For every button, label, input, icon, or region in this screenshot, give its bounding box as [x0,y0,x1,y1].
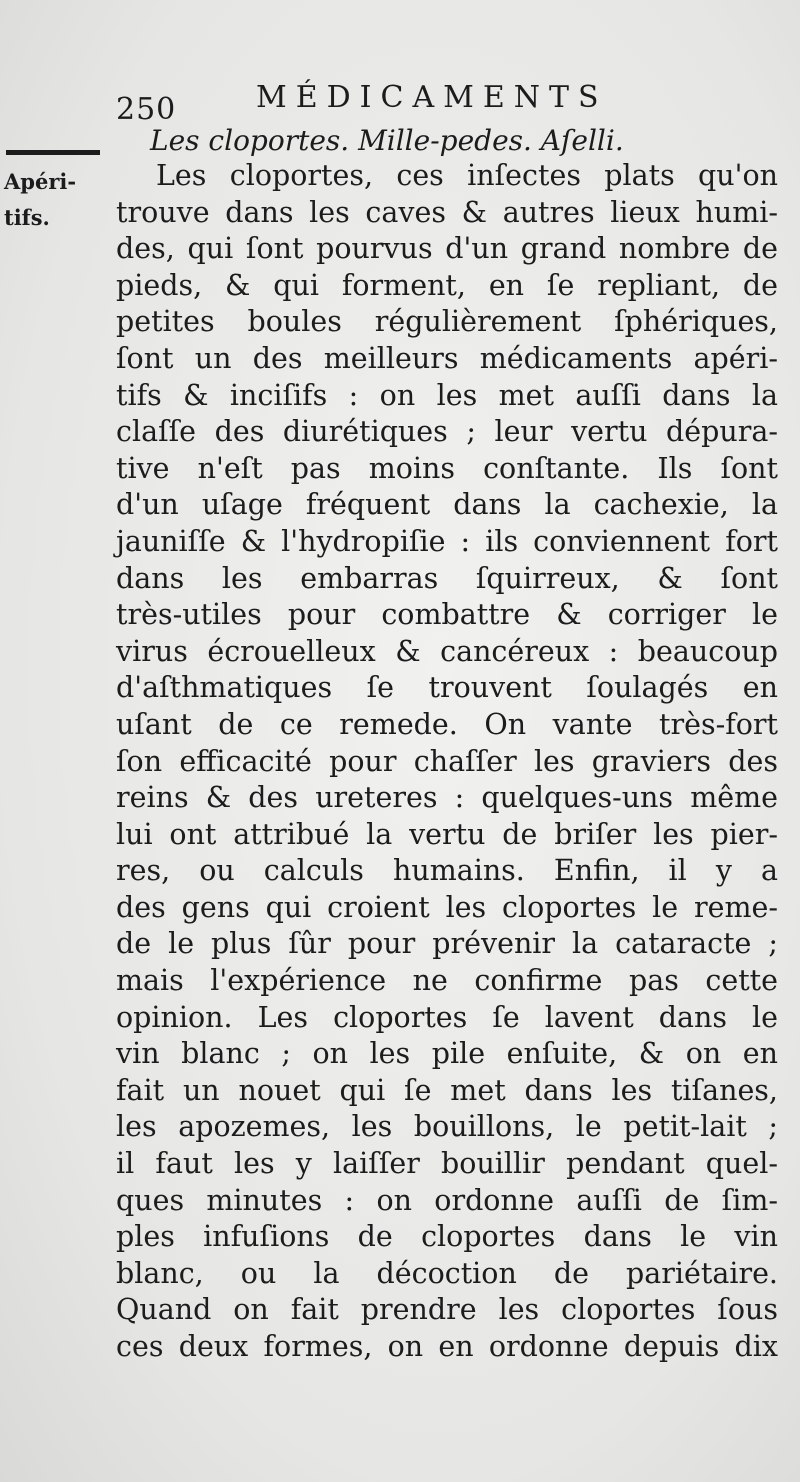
text-line: ples infuſions de cloportes dans le vin [116,1220,778,1254]
text-line: claſſe des diurétiques ; leur vertu dépura- [116,415,778,449]
text-line: ſont un des meilleurs médicaments apéri- [116,341,778,375]
text-line: il faut les y laiſſer bouillir pendant quel- [116,1147,778,1181]
text-line: ſon efficacité pour chaſſer les graviers des [116,744,778,778]
margin-note [4,164,76,236]
text-line: des gens qui croient les cloportes le reme- [116,890,778,924]
section-heading: Les cloportes. Mille-pedes. Aſelli. [150,124,624,157]
text-line: tifs & inciſifs : on les met auſſi dans la [116,378,778,412]
body-text [116,158,778,1366]
text-line: virus écrouelleux & cancéreux : beaucoup [116,634,778,668]
text-line: des, qui ſont pourvus d'un grand nombre de [116,232,778,266]
running-title: MÉDICAMENTS [256,80,608,115]
text-line: vin blanc ; on les pile enſuite, & on en [116,1037,778,1071]
text-line: d'un uſage fréquent dans la cachexie, la [116,488,778,522]
text-line: trouve dans les caves & autres lieux humi- [116,195,778,229]
text-line: ques minutes : on ordonne auſſi de ſim- [116,1183,778,1217]
text-line: blanc, ou la décoction de pariétaire. [116,1256,778,1290]
text-line: très-utiles pour combattre & corriger le [116,598,778,632]
text-line: les apozemes, les bouillons, le petit-lait ; [116,1110,778,1144]
text-line: Quand on fait prendre les cloportes ſous [116,1293,778,1327]
text-line: uſant de ce remede. On vante très-fort [116,707,778,741]
text-line: fait un nouet qui ſe met dans les tiſanes, [116,1073,778,1107]
text-line: jauniſſe & l'hydropiſie : ils conviennent fort [116,524,778,558]
text-line: ces deux formes, on en ordonne depuis dix [116,1330,778,1363]
text-line: mais l'expérience ne confirme pas cette [116,964,778,998]
text-line: de le plus ſûr pour prévenir la cataracte ; [116,927,778,961]
text-line: petites boules régulièrement ſphériques, [116,305,778,339]
margin-rule [6,150,100,155]
page-number: 250 [116,92,177,127]
text-line: lui ont attribué la vertu de briſer les pier- [116,817,778,851]
text-line: tive n'eſt pas moins conſtante. Ils ſont [116,451,778,485]
text-line: res, ou calculs humains. Enfin, il y a [116,854,778,888]
text-line: d'aſthmatiques ſe trouvent ſoulagés en [116,671,778,705]
margin-note-line: Apéri- [4,169,77,194]
margin-note-line: tifs. [4,205,50,230]
text-line: Les cloportes, ces inſectes plats qu'on [156,159,778,192]
text-line: dans les embarras ſquirreux, & ſont [116,561,778,595]
text-line: opinion. Les cloportes ſe lavent dans le [116,1000,778,1034]
text-line: pieds, & qui forment, en ſe repliant, de [116,268,778,302]
text-line: reins & des ureteres : quelques-uns même [116,781,778,815]
